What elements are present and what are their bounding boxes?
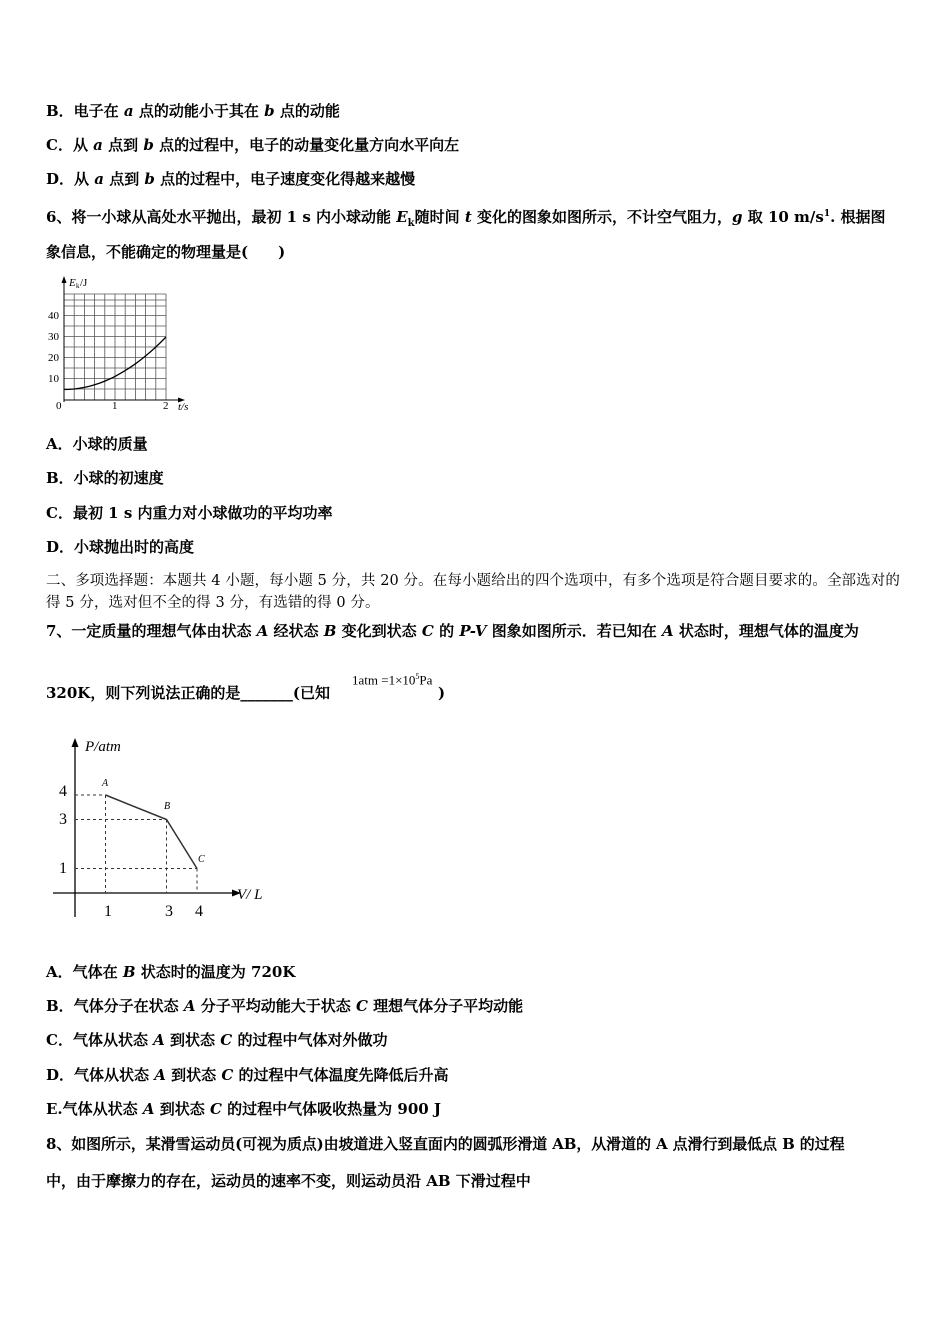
q7-point-a-label: A	[102, 778, 109, 789]
q6-ek-t-graph	[40, 270, 205, 415]
q6-option-c: C．最初 1 s 内重力对小球做功的平均功率	[46, 504, 333, 522]
q7-y-tick-1: 1	[59, 860, 67, 877]
q5-option-b: B．电子在 a 点的动能小于其在 b 点的动能	[46, 102, 340, 120]
q7-y-tick-3: 3	[59, 811, 67, 828]
q7-option-c: C．气体从状态 A 到状态 C 的过程中气体对外做功	[46, 1031, 388, 1049]
q7-x-tick-4: 4	[195, 903, 203, 920]
q7-y-label: P/atm	[85, 739, 121, 755]
q7-x-tick-3: 3	[165, 903, 173, 920]
q5-option-d: D．从 a 点到 b 点的过程中，电子速度变化得越来越慢	[46, 170, 416, 188]
q6-y-tick-30: 30	[48, 331, 59, 343]
q7-option-b: B．气体分子在状态 A 分子平均动能大于状态 C 理想气体分子平均动能	[46, 997, 524, 1015]
q6-x-tick-2: 2	[163, 400, 169, 412]
q8-stem-line1: 8、如图所示，某滑雪运动员(可视为质点)由坡道进入竖直面内的圆弧形滑道 AB，从滑道的 A 点滑行到最低点 B 的过程	[46, 1135, 845, 1153]
q6-x-tick-1: 1	[112, 400, 118, 412]
q7-option-a: A．气体在 B 状态时的温度为 720K	[46, 963, 296, 981]
q7-y-tick-4: 4	[59, 783, 67, 800]
q6-y-tick-20: 20	[48, 352, 59, 364]
q7-x-tick-1: 1	[104, 903, 112, 920]
q7-point-b-label: B	[164, 801, 171, 812]
q6-y-label-unit: /J	[80, 277, 88, 289]
q7-option-d: D．气体从状态 A 到状态 C 的过程中气体温度先降低后升高	[46, 1066, 449, 1084]
q6-y-label: E	[69, 277, 76, 289]
q6-grid	[64, 294, 166, 400]
q6-option-a: A．小球的质量	[46, 435, 148, 453]
q7-stem-line1: 7、一定质量的理想气体由状态 A 经状态 B 变化到状态 C 的 P-V 图象如图所示．若已知在 A 状态时，理想气体的温度为	[46, 622, 859, 640]
q6-option-d: D．小球抛出时的高度	[46, 538, 195, 556]
q6-stem-line1: 6、将一小球从高处水平抛出，最初 1 s 内小球动能 $E_k$随时间 t 变化的图象如图所示，不计空气阻力，g 取 10 $m/s^1$. 根据图	[46, 208, 886, 229]
q7-given-formula: $1atm =1\times 10^5Pa$	[352, 672, 433, 688]
q7-stem-line2: 320K，则下列说法正确的是_______(已知 )	[46, 684, 446, 702]
q7-y-axis-arrow	[72, 738, 79, 747]
q7-option-e: E.气体从状态 A 到状态 C 的过程中气体吸收热量为 900 J	[46, 1100, 442, 1118]
q7-point-c-label: C	[198, 854, 205, 865]
q7-process-line	[106, 795, 198, 869]
q6-y-label-sub: k	[76, 282, 80, 290]
q6-stem-line2: 象信息，不能确定的物理量是( )	[46, 243, 286, 261]
q5-option-c: C．从 a 点到 b 点的过程中，电子的动量变化量方向水平向左	[46, 136, 460, 154]
q6-y-tick-40: 40	[48, 310, 59, 322]
q6-x-tick-0: 0	[56, 400, 62, 412]
q7-x-label: V/ L	[237, 887, 263, 903]
q6-x-label: t/s	[178, 401, 189, 413]
q8-stem-line2: 中，由于摩擦力的存在，运动员的速率不变，则运动员沿 AB 下滑过程中	[46, 1172, 531, 1190]
q6-y-axis-arrow	[62, 276, 67, 283]
section-2-instructions: 二、多项选择题：本题共 4 小题，每小题 5 分，共 20 分。在每小题给出的四个选项中，有多个选项是符合题目要求的。全部选对的得 5 分，选对但不全的得 3 分，有选错的得 0 分。	[46, 573, 900, 611]
q6-option-b: B．小球的初速度	[46, 469, 164, 487]
q6-y-tick-10: 10	[48, 373, 59, 385]
q7-pv-graph	[45, 732, 280, 922]
